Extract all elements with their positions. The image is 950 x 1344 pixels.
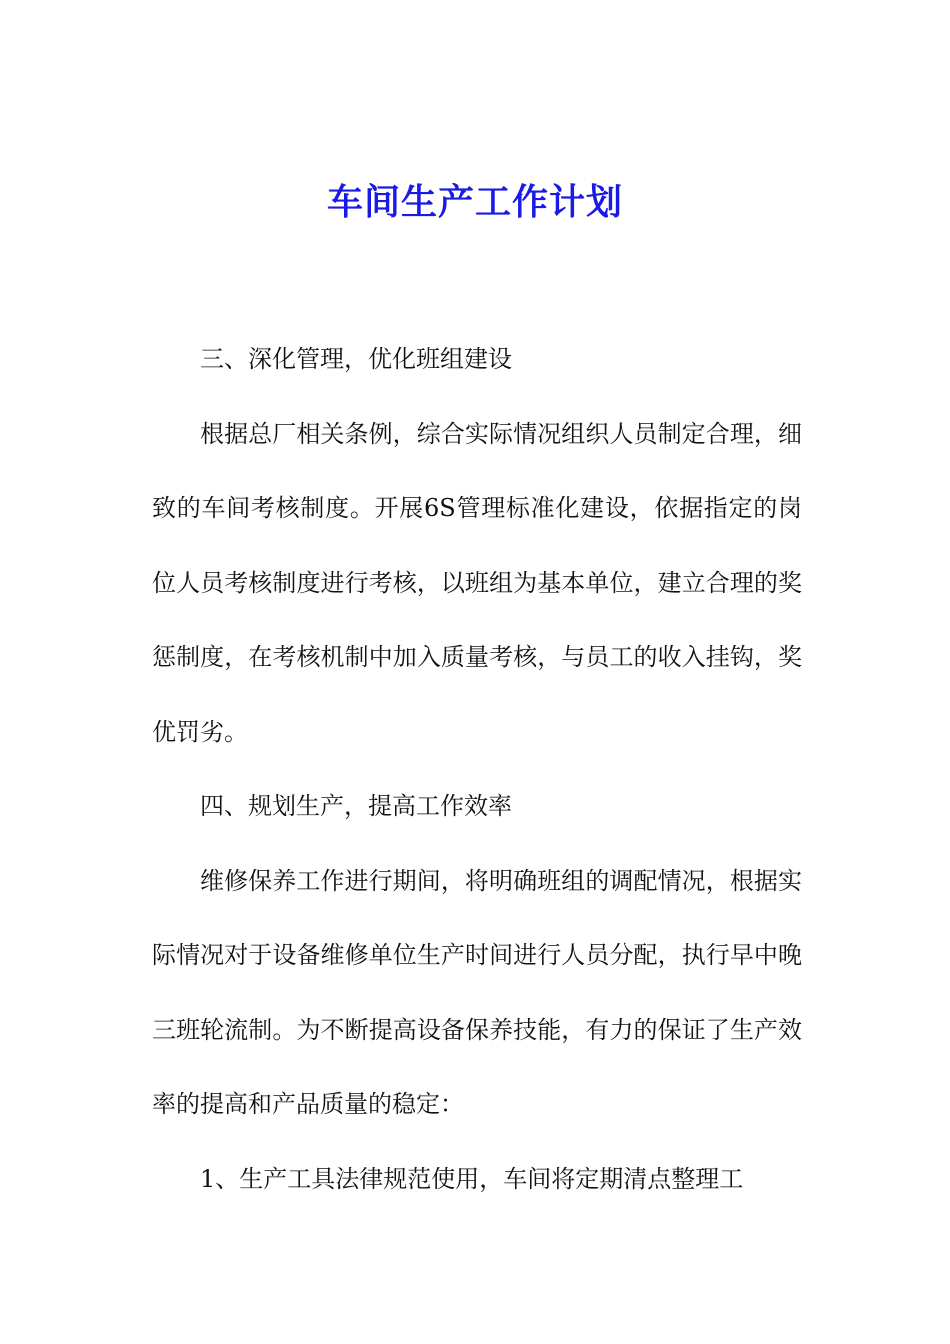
paragraph-assessment: 根据总厂相关条例，综合实际情况组织人员制定合理，细致的车间考核制度。开展6S管理标准化建设，依据指定的岗位人员考核制度进行考核，以班组为基本单位，建立合理的奖惩制度，在考核机制中加入质量考核，与员工的收入挂钩，奖优罚劣。 <box>152 419 802 746</box>
paragraph-maintenance: 维修保养工作进行期间，将明确班组的调配情况，根据实际情况对于设备维修单位生产时间进行人员分配，执行早中晚三班轮流制。为不断提高设备保养技能，有力的保证了生产效率的提高和产品质量的稳定： <box>152 866 802 1118</box>
document-title: 车间生产工作计划 <box>326 181 623 223</box>
list-item-1: 1、生产工具法律规范使用，车间将定期清点整理工 <box>200 1164 744 1193</box>
document-body <box>152 322 802 1216</box>
section-heading-3: 三、深化管理，优化班组建设 <box>200 345 512 373</box>
section-heading-4: 四、规划生产，提高工作效率 <box>200 792 512 820</box>
